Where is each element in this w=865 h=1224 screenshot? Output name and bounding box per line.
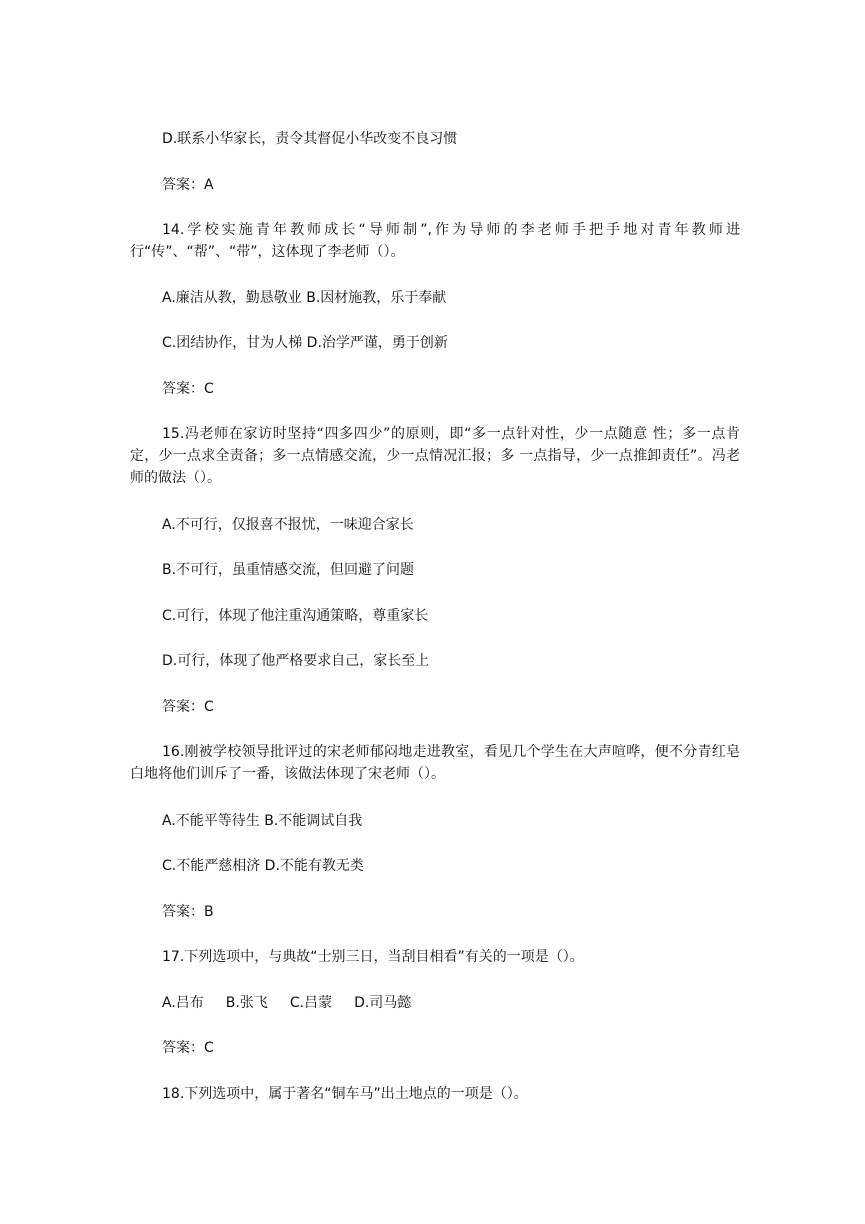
- option-text: A.不能平等待生 B.不能调试自我: [162, 813, 363, 829]
- option-text: C.吕蒙: [289, 995, 333, 1011]
- option-text: A.吕布: [162, 995, 204, 1011]
- answer-text: 答案：C: [162, 699, 214, 715]
- option-text: A.廉洁从教，勤恳敬业 B.因材施教，乐于奉献: [162, 290, 447, 306]
- option-text: A.不可行，仅报喜不报忧，一味迎合家长: [162, 517, 414, 533]
- answer-text: 答案：C: [162, 381, 214, 397]
- options-row: [162, 992, 411, 1014]
- option-text: C.可行，体现了他注重沟通策略，尊重家长: [162, 608, 429, 624]
- option-text: C.不能严慈相济 D.不能有教无类: [162, 858, 364, 874]
- answer-text: 答案：C: [162, 1040, 214, 1056]
- option-text: D.司马懿: [354, 995, 412, 1011]
- answer-text: 答案：B: [162, 904, 214, 920]
- option-text: D.联系小华家长，责令其督促小华改变不良习惯: [162, 131, 458, 147]
- question-16: 16.刚被学校领导批评过的宋老师郁闷地走进教室，看见几个学生在大声喧哗，便不分青红皂白地将他们训斥了一番，该做法体现了宋老师（）。: [130, 744, 740, 782]
- question-15: 15.冯老师在家访时坚持“四多四少”的原则，即“多一点针对性，少一点随意 性；多一点肯定，少一点求全责备；多一点情感交流，少一点情况汇报；多 一点指导，少一点推卸责任”。冯老师的做法（）。: [130, 426, 740, 486]
- option-text: C.团结协作，甘为人梯 D.治学严谨，勇于创新: [162, 335, 448, 351]
- question-17: 17.下列选项中，与典故“士别三日，当刮目相看”有关的一项是（）。: [162, 949, 584, 965]
- question-14: 14.学校实施青年教师成长“导师制”,作为导师的李老师手把手地对青年教师进行“传”、“帮”、“带”，这体现了李老师（）。: [130, 222, 740, 260]
- option-text: B.不可行，虽重情感交流，但回避了问题: [162, 562, 415, 578]
- option-text: D.可行，体现了他严格要求自己，家长至上: [162, 653, 430, 669]
- answer-text: 答案：A: [162, 177, 214, 193]
- option-text: B.张飞: [225, 995, 268, 1011]
- question-18: 18.下列选项中，属于著名“铜车马”出土地点的一项是（）。: [162, 1086, 528, 1102]
